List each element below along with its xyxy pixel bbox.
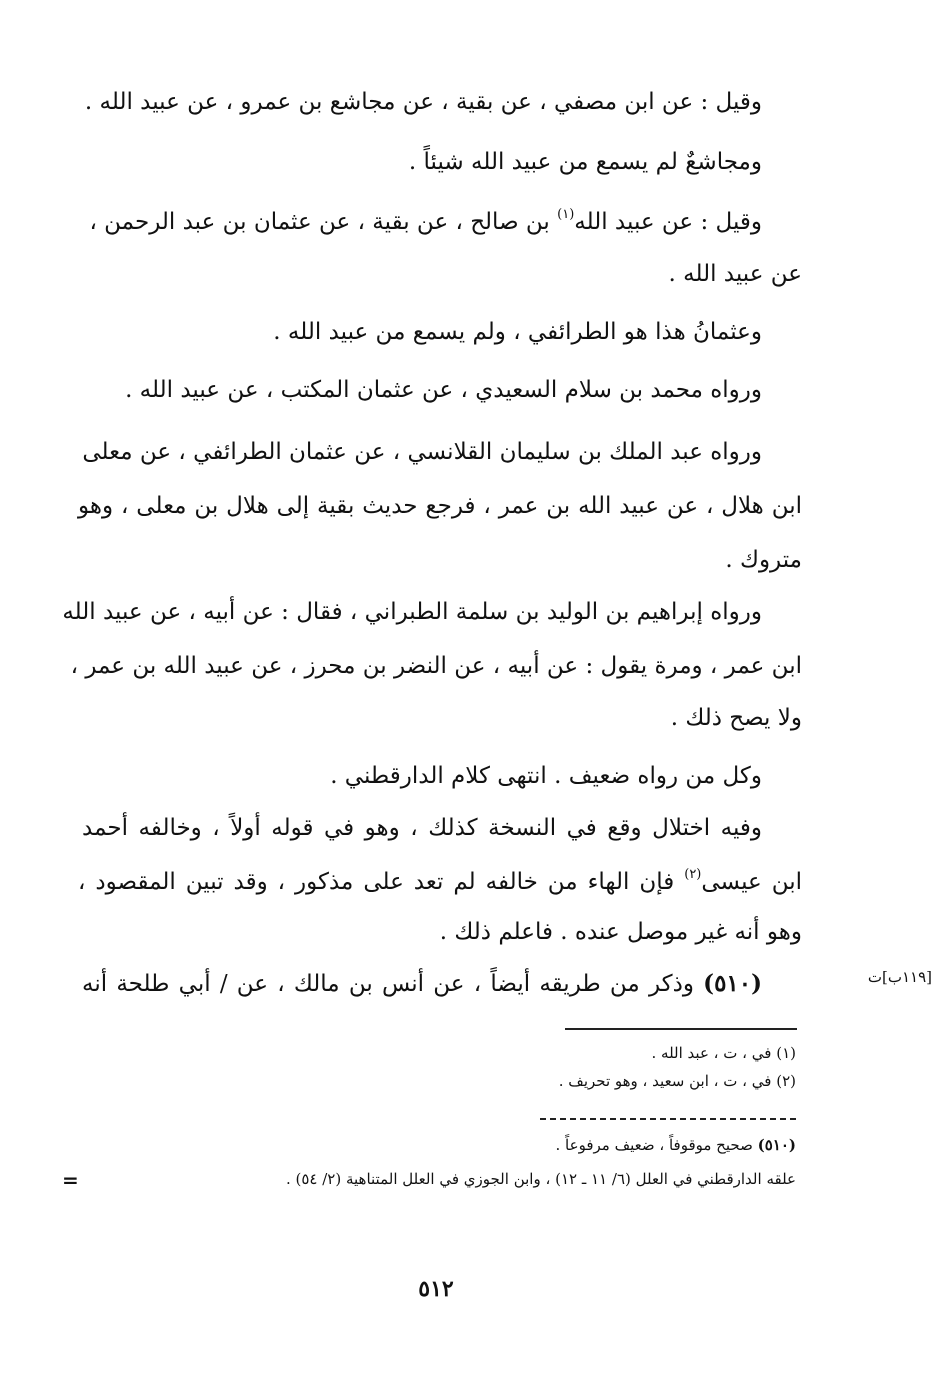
takhrij-grade: صحيح موقوفاً ، ضعيف مرفوعاً .	[555, 1136, 753, 1154]
text-line-11: ابن عمر ، ومرة يقول : عن أبيه ، عن النضر بن محرز ، عن عبيد الله بن عمر ،	[70, 653, 802, 679]
text-line-14: وفيه اختلال وقع في النسخة كذلك ، وهو في قوله أولاً ، وخالفه أحمد	[82, 815, 762, 841]
text-line-9: متروك .	[725, 547, 802, 573]
text-line-15	[78, 862, 802, 902]
text-line-7: ورواه عبد الملك بن سليمان القلانسي ، عن عثمان الطرائفي ، عن معلى	[82, 439, 762, 465]
text-line-3	[89, 202, 762, 242]
text-line-1: وقيل : عن ابن مصفي ، عن بقية ، عن مجاشع بن عمرو ، عن عبيد الله .	[84, 89, 762, 115]
text-line-3-start: وقيل : عن عبيد الله	[574, 209, 762, 235]
text-line-13: وكل من رواه ضعيف . انتهى كلام الدارقطني .	[330, 763, 762, 789]
text-line-17	[82, 964, 762, 1004]
footnote-2: (٢) في ، ت ، ابن سعيد ، وهو تحريف .	[558, 1072, 796, 1090]
footnote-1: (١) في ، ت ، عبد الله .	[651, 1044, 796, 1062]
text-line-4: عن عبيد الله .	[668, 261, 802, 287]
text-line-16: وهو أنه غير موصل عنده . فاعلم ذلك .	[439, 919, 802, 945]
text-line-15-start: ابن عيسى	[701, 869, 802, 895]
text-line-12: ولا يصح ذلك .	[670, 705, 802, 731]
text-line-2: ومجاشعٌ لم يسمع من عبيد الله شيئاً .	[408, 149, 762, 175]
continuation-mark: =	[62, 1168, 79, 1192]
takhrij-separator	[540, 1118, 796, 1120]
takhrij-grade-line	[480, 1132, 796, 1158]
margin-folio-note: [١١٩ب]ت	[867, 968, 932, 986]
footnote-ref-1: (١)	[557, 207, 575, 223]
text-line-5: وعثمانُ هذا هو الطرائفي ، ولم يسمع من عبيد الله .	[273, 319, 762, 345]
text-line-8: ابن هلال ، عن عبيد الله بن عمر ، فرجع حديث بقية إلى هلال بن معلى ، وهو	[78, 493, 802, 519]
footnote-ref-2: (٢)	[684, 867, 702, 883]
text-line-10: ورواه إبراهيم بن الوليد بن سلمة الطبراني ، فقال : عن أبيه ، عن عبيد الله	[62, 599, 762, 625]
page-number: ٥١٢	[418, 1276, 454, 1302]
takhrij-number: (٥١٠)	[757, 1136, 796, 1154]
text-line-17-rest: وذكر من طريقه أيضاً ، عن أنس بن مالك ، عن / أبي طلحة أنه	[82, 971, 694, 997]
text-line-6: ورواه محمد بن سلام السعيدي ، عن عثمان المكتب ، عن عبيد الله .	[125, 377, 762, 403]
footnote-separator	[565, 1028, 797, 1030]
takhrij-source: علقه الدارقطني في العلل (٦/ ١١ ـ ١٢) ، وابن الجوزي في العلل المتناهية (٢/ ٥٤) .	[285, 1170, 796, 1188]
text-line-15-rest: فإن الهاء من خالفه لم تعد على مذكور ، وقد تبين المقصود ،	[78, 869, 675, 895]
text-line-3-rest: بن صالح ، عن بقية ، عن عثمان بن عبد الرحمن ،	[89, 209, 550, 235]
hadith-number: (٥١٠)	[703, 970, 763, 997]
